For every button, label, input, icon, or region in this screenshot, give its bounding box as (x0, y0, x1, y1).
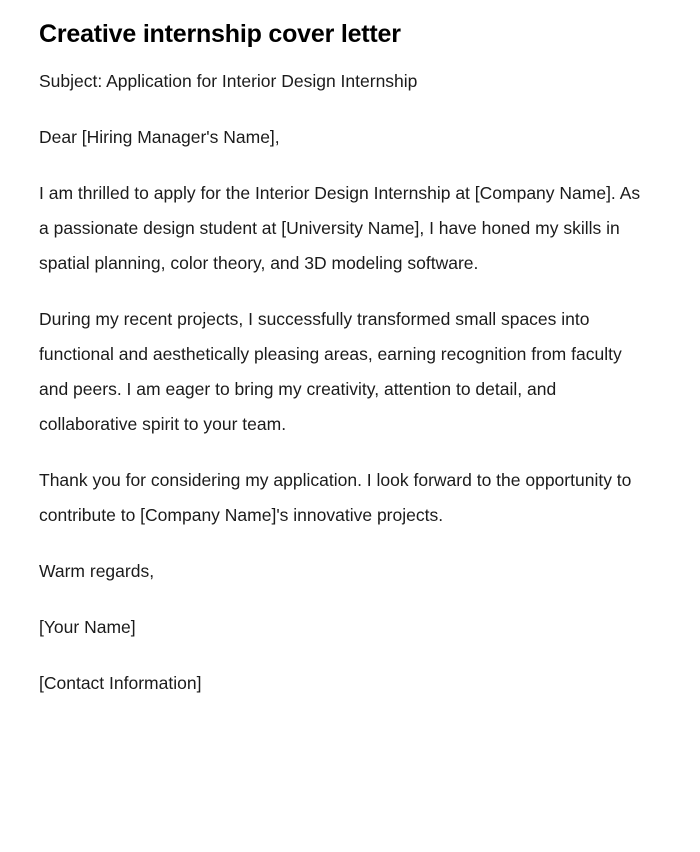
letter-paragraph-intro: I am thrilled to apply for the Interior Design Internship at [Company Name]. As a passionate design student at [University Name], I have honed my skills in spatial planning, color theory, and 3D modeling software. (39, 183, 641, 273)
letter-paragraph-contact: [Contact Information] (39, 673, 202, 693)
letter-paragraph-signoff: Warm regards, (39, 561, 155, 581)
letter-paragraph-subject: Subject: Application for Interior Design Internship (39, 71, 418, 91)
letter-paragraph-closing: Thank you for considering my application. I look forward to the opportunity to contribute to [Company Name]'s innovative projects. (39, 470, 632, 525)
letter-paragraph-experience: During my recent projects, I successfully transformed small spaces into functional and aesthetically pleasing areas, earning recognition from faculty and peers. I am eager to bring my creativity, attention to detail, and collaborative spirit to your team. (39, 309, 622, 434)
letter-body (39, 64, 642, 701)
letter-paragraph-salutation: Dear [Hiring Manager's Name], (39, 127, 280, 147)
letter-paragraph-name: [Your Name] (39, 617, 136, 637)
page-title: Creative internship cover letter (39, 20, 401, 48)
